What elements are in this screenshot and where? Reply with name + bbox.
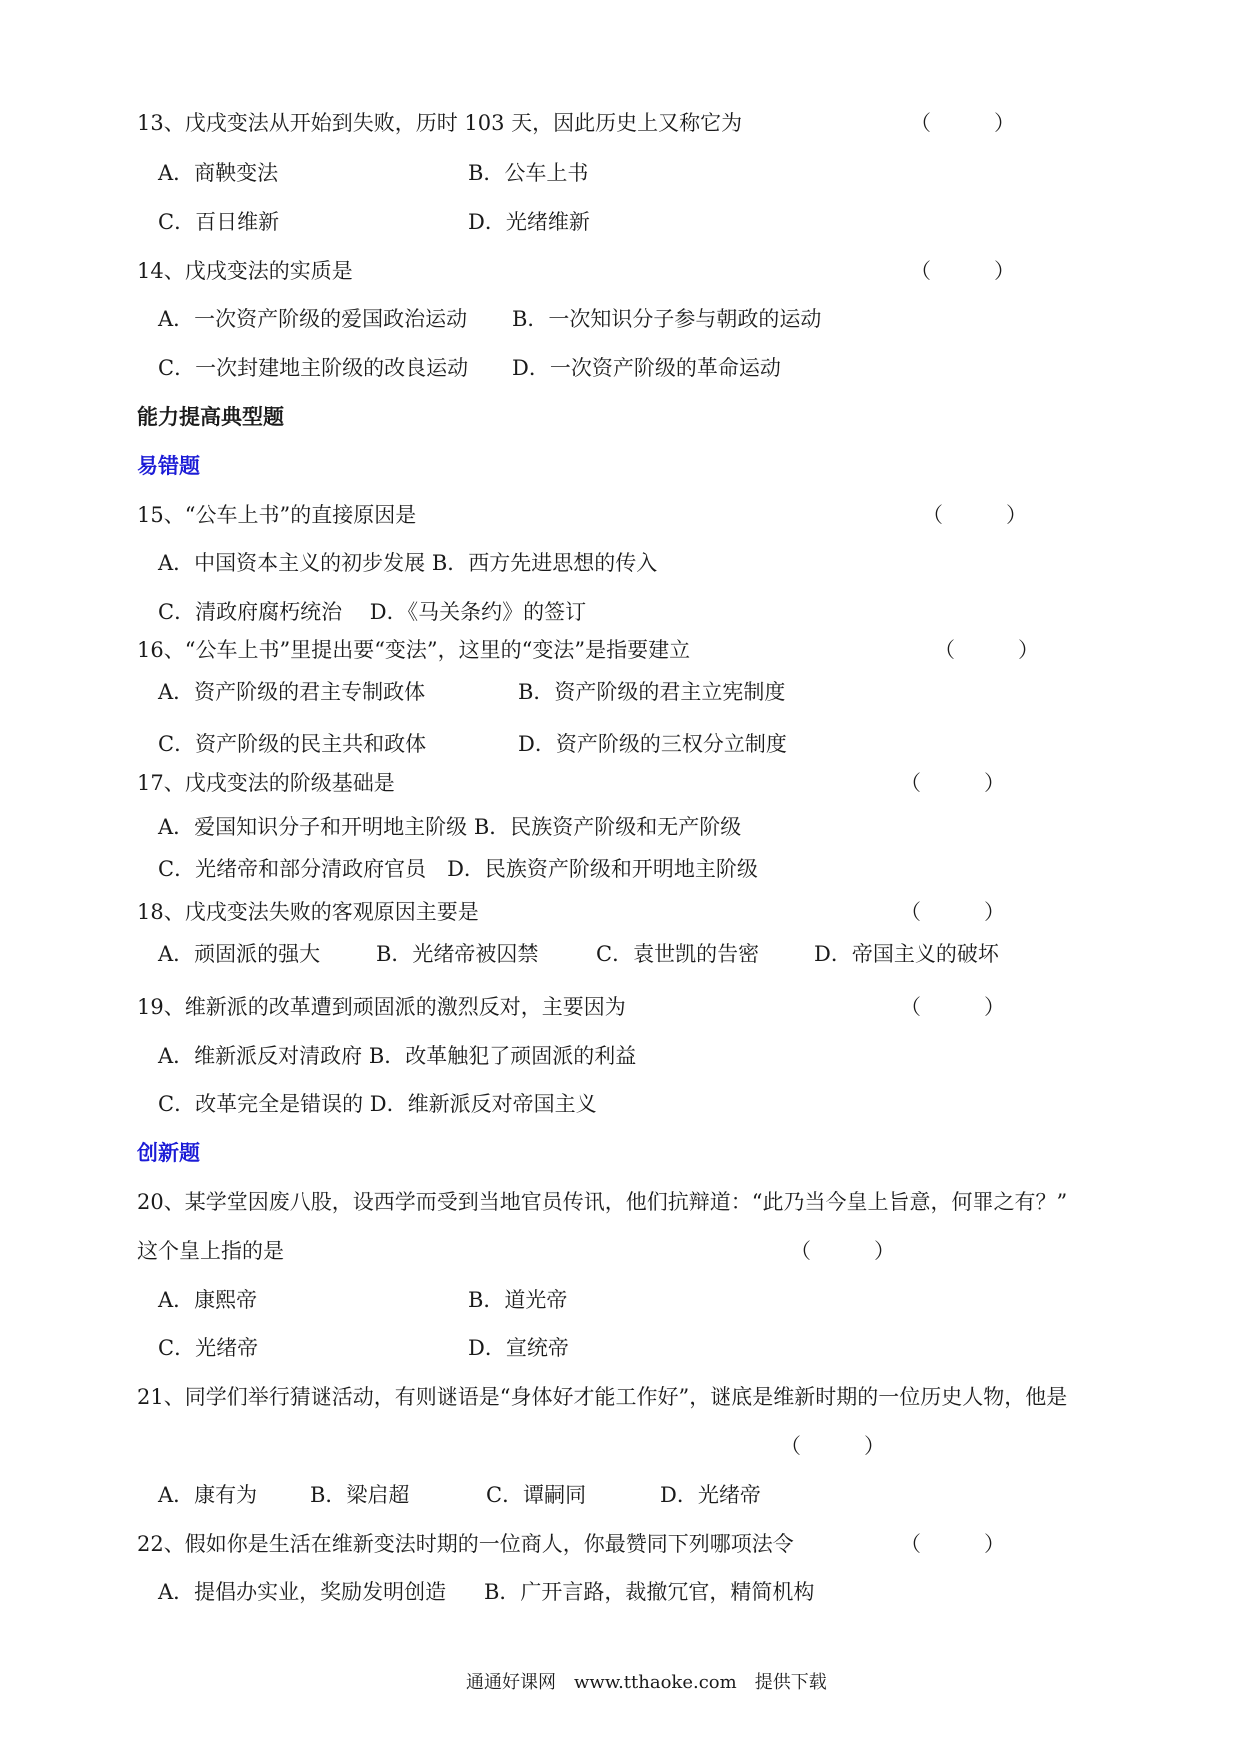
q20-option-c: C．光绪帝: [158, 1336, 259, 1360]
q16-option-a: A．资产阶级的君主专制政体: [158, 680, 426, 704]
q19-options-cd: C．改革完全是错误的 D．维新派反对帝国主义: [158, 1092, 597, 1116]
q16-stem: 16、“公车上书”里提出要“变法”，这里的“变法”是指要建立: [137, 638, 691, 662]
q14-answer-blank: （ ）: [910, 259, 1015, 283]
q22-option-b: B．广开言路，裁撤冗官，精简机构: [484, 1580, 815, 1604]
q14-option-a: A．一次资产阶级的爱国政治运动: [158, 307, 468, 331]
q22-answer-blank: （ ）: [900, 1532, 1005, 1556]
q17-options-cd: C．光绪帝和部分清政府官员 D．民族资产阶级和开明地主阶级: [158, 857, 758, 881]
q16-option-b: B．资产阶级的君主立宪制度: [518, 680, 786, 704]
q18-stem: 18、戊戌变法失败的客观原因主要是: [137, 900, 479, 924]
q17-answer-blank: （ ）: [900, 771, 1005, 795]
q14-option-b: B．一次知识分子参与朝政的运动: [512, 307, 822, 331]
section-error-heading: 易错题: [137, 453, 200, 478]
q13-option-c: C．百日维新: [158, 210, 280, 234]
q14-stem: 14、戊戌变法的实质是: [137, 259, 353, 283]
q20-option-d: D．宣统帝: [468, 1336, 569, 1360]
q13-stem: 13、戊戌变法从开始到失败，历时 103 天，因此历史上又称它为: [137, 111, 743, 135]
q18-option-c: C．袁世凯的告密: [596, 942, 760, 966]
q21-option-c: C．谭嗣同: [486, 1483, 587, 1507]
q18-option-d: D．帝国主义的破坏: [814, 942, 999, 966]
q18-option-a: A．顽固派的强大: [158, 942, 321, 966]
q17-options-ab: A．爱国知识分子和开明地主阶级 B．民族资产阶级和无产阶级: [158, 815, 742, 839]
q21-answer-blank: （ ）: [780, 1434, 885, 1458]
section-ability-heading: 能力提高典型题: [137, 404, 284, 429]
q20-option-a: A．康熙帝: [158, 1288, 258, 1312]
q15-answer-blank: （ ）: [922, 503, 1027, 527]
q18-option-b: B．光绪帝被囚禁: [376, 942, 539, 966]
q13-answer-blank: （ ）: [910, 111, 1015, 135]
q18-answer-blank: （ ）: [900, 900, 1005, 924]
q20-stem-line2: 这个皇上指的是: [137, 1239, 284, 1263]
q20-stem-line1: 20、某学堂因废八股，设西学而受到当地官员传讯，他们抗辩道：“此乃当今皇上旨意，何罪之有？”: [137, 1190, 1068, 1214]
section-innovate-heading: 创新题: [137, 1140, 200, 1165]
q15-options-ab: A．中国资本主义的初步发展 B．西方先进思想的传入: [158, 551, 658, 575]
q16-answer-blank: （ ）: [934, 638, 1039, 662]
q21-option-a: A．康有为: [158, 1483, 258, 1507]
q16-option-d: D．资产阶级的三权分立制度: [518, 732, 787, 756]
q22-option-a: A．提倡办实业，奖励发明创造: [158, 1580, 447, 1604]
q17-stem: 17、戊戌变法的阶级基础是: [137, 771, 395, 795]
q21-option-b: B．梁启超: [310, 1483, 410, 1507]
q19-answer-blank: （ ）: [900, 995, 1005, 1019]
q14-option-c: C．一次封建地主阶级的改良运动: [158, 356, 469, 380]
q15-options-cd: C．清政府腐朽统治 D．《马关条约》的签订: [158, 600, 587, 624]
q14-option-d: D．一次资产阶级的革命运动: [512, 356, 781, 380]
q19-options-ab: A．维新派反对清政府 B．改革触犯了顽固派的利益: [158, 1044, 637, 1068]
q19-stem: 19、维新派的改革遭到顽固派的激烈反对，主要因为: [137, 995, 626, 1019]
q20-option-b: B．道光帝: [468, 1288, 568, 1312]
q13-option-a: A．商鞅变法: [158, 161, 279, 185]
q22-stem: 22、假如你是生活在维新变法时期的一位商人，你最赞同下列哪项法令: [137, 1532, 794, 1556]
q20-answer-blank: （ ）: [790, 1239, 895, 1263]
q13-option-d: D．光绪维新: [468, 210, 590, 234]
page-footer: 通通好课网 www.tthaoke.com 提供下载: [466, 1672, 827, 1693]
q13-option-b: B．公车上书: [468, 161, 589, 185]
q16-option-c: C．资产阶级的民主共和政体: [158, 732, 427, 756]
q21-stem: 21、同学们举行猜谜活动，有则谜语是“身体好才能工作好”，谜底是维新时期的一位历史人物，他是: [137, 1385, 1068, 1409]
q21-option-d: D．光绪帝: [660, 1483, 761, 1507]
q15-stem: 15、“公车上书”的直接原因是: [137, 503, 417, 527]
